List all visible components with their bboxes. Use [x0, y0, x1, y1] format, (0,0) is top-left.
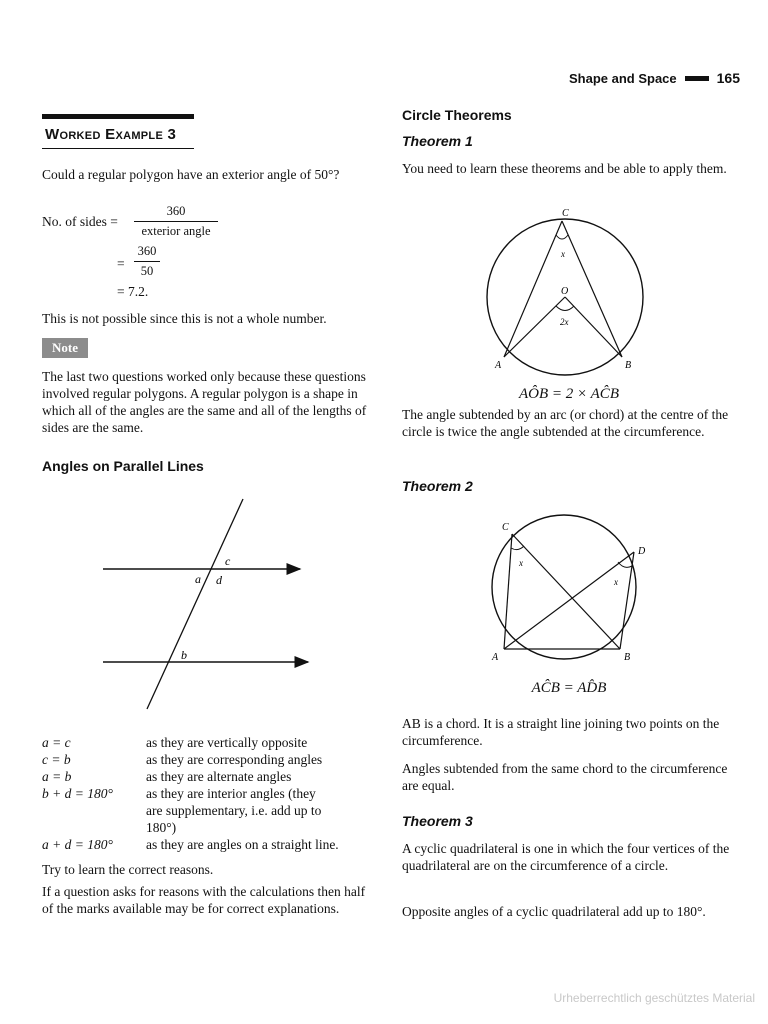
point-label-c: C — [562, 208, 569, 219]
center-label-o: O — [561, 286, 569, 297]
point-label-d: D — [638, 546, 646, 557]
running-header — [530, 70, 740, 86]
rule-equation: a = b — [42, 769, 72, 784]
marks-text: If a question asks for reasons with the calculations then half of the marks available may be for correct explanations. — [42, 884, 366, 916]
point-label-c: C — [502, 522, 509, 533]
note-badge: Note — [42, 338, 88, 358]
rule-reason: as they are interior angles (they are supplementary, i.e. add up to 180°) — [146, 786, 322, 835]
theorem-3-text-1: A cyclic quadrilateral is one in which the four vertices of the quadrilateral are on the circumference of a circle. — [402, 841, 730, 873]
angle-label-x-c: x — [519, 558, 523, 568]
calc-result: = 7.2. — [117, 284, 149, 299]
point-label-a: A — [495, 360, 502, 371]
theorem-1-intro: You need to learn these theorems and be able to apply them. — [402, 161, 727, 176]
rule-equation: b + d = 180° — [42, 786, 113, 801]
theorem-2-title: Theorem 2 — [402, 478, 473, 494]
parallel-lines-diagram — [95, 495, 320, 715]
angle-arc-o — [556, 306, 574, 311]
angle-label-x-d: x — [614, 577, 618, 587]
theorem-1-text: The angle subtended by an arc (or chord) at the centre of the circle is twice the angle subtended at the circumference. — [402, 407, 729, 439]
rule-row — [42, 751, 382, 768]
point-label-b: B — [625, 360, 632, 371]
angle-label-d: d — [216, 573, 222, 587]
angle-label-a: a — [195, 572, 201, 586]
rule-reason: as they are corresponding angles — [146, 752, 323, 767]
page-number: 165 — [716, 70, 740, 86]
theorem-3-title: Theorem 3 — [402, 813, 473, 829]
try-to-learn-text: Try to learn the correct reasons. — [42, 862, 214, 877]
fraction-2-numerator: 360 — [134, 244, 160, 262]
chapter-title: Shape and Space — [568, 70, 677, 86]
fraction-2 — [134, 244, 160, 279]
rule-row — [42, 785, 382, 836]
theorem-2-formula: AĈB = AD̂B — [531, 680, 607, 696]
rule-row — [42, 734, 382, 751]
chord-da — [504, 552, 634, 649]
worked-example-question: Could a regular polygon have an exterior angle of 50°? — [42, 167, 340, 182]
rule-reason: as they are alternate angles — [146, 769, 292, 784]
worked-example-bottom-rule — [42, 148, 194, 149]
rule-equation: c = b — [42, 752, 71, 767]
theorem-2-chord-text: AB is a chord. It is a straight line joining two points on the circumference. — [402, 716, 720, 748]
rule-equation: a + d = 180° — [42, 837, 113, 852]
calc-label: No. of sides = — [42, 214, 118, 229]
angle-arc-c — [556, 235, 568, 239]
chord-ca — [504, 221, 562, 357]
point-label-b: B — [624, 652, 631, 663]
angle-label-x: x — [561, 249, 565, 259]
equals-sign: = — [117, 256, 125, 271]
circle-theorems-heading: Circle Theorems — [402, 107, 512, 123]
fraction-1-denominator: exterior angle — [141, 224, 211, 238]
angle-label-2x: 2x — [560, 317, 569, 327]
rule-row — [42, 836, 382, 853]
theorem-1-diagram — [470, 205, 670, 377]
angle-arc-c — [511, 546, 524, 550]
rule-row — [42, 768, 382, 785]
fraction-2-denominator: 50 — [140, 264, 154, 278]
worked-example-title: Worked Example 3 — [45, 126, 177, 143]
fraction-1-numerator: 360 — [134, 204, 218, 222]
header-bar-icon — [685, 76, 709, 81]
chord-cb — [562, 221, 622, 357]
fraction-1 — [134, 204, 218, 239]
theorem-1-formula: AÔB = 2 × AĈB — [519, 386, 619, 402]
worked-example-conclusion: This is not possible since this is not a whole number. — [42, 311, 327, 326]
theorem-1-title: Theorem 1 — [402, 133, 473, 149]
theorem-2-diagram — [478, 508, 658, 668]
point-label-a: A — [492, 652, 499, 663]
circle-outline — [492, 515, 636, 659]
watermark: Urheberrechtlich geschütztes Material — [553, 991, 755, 1005]
angle-label-b: b — [181, 648, 187, 662]
theorem-2-angles-text: Angles subtended from the same chord to the circumference are equal. — [402, 761, 728, 793]
angle-label-c: c — [225, 554, 231, 568]
rule-reason: as they are angles on a straight line. — [146, 837, 339, 852]
rule-reason: as they are vertically opposite — [146, 735, 308, 750]
radius-oa — [504, 297, 565, 357]
chord-cb — [512, 534, 620, 649]
angle-rules-list — [42, 734, 382, 853]
transversal-line — [147, 499, 243, 709]
rule-equation: a = c — [42, 735, 71, 750]
parallel-lines-heading: Angles on Parallel Lines — [42, 458, 204, 474]
note-text: The last two questions worked only because these questions involved regular polygons. A regular polygon is a shape in which all of the angles are the same and all of the lengths of sides are the same. — [42, 369, 367, 435]
worked-example-top-rule — [42, 114, 194, 119]
theorem-3-text-2: Opposite angles of a cyclic quadrilateral add up to 180°. — [402, 904, 706, 919]
